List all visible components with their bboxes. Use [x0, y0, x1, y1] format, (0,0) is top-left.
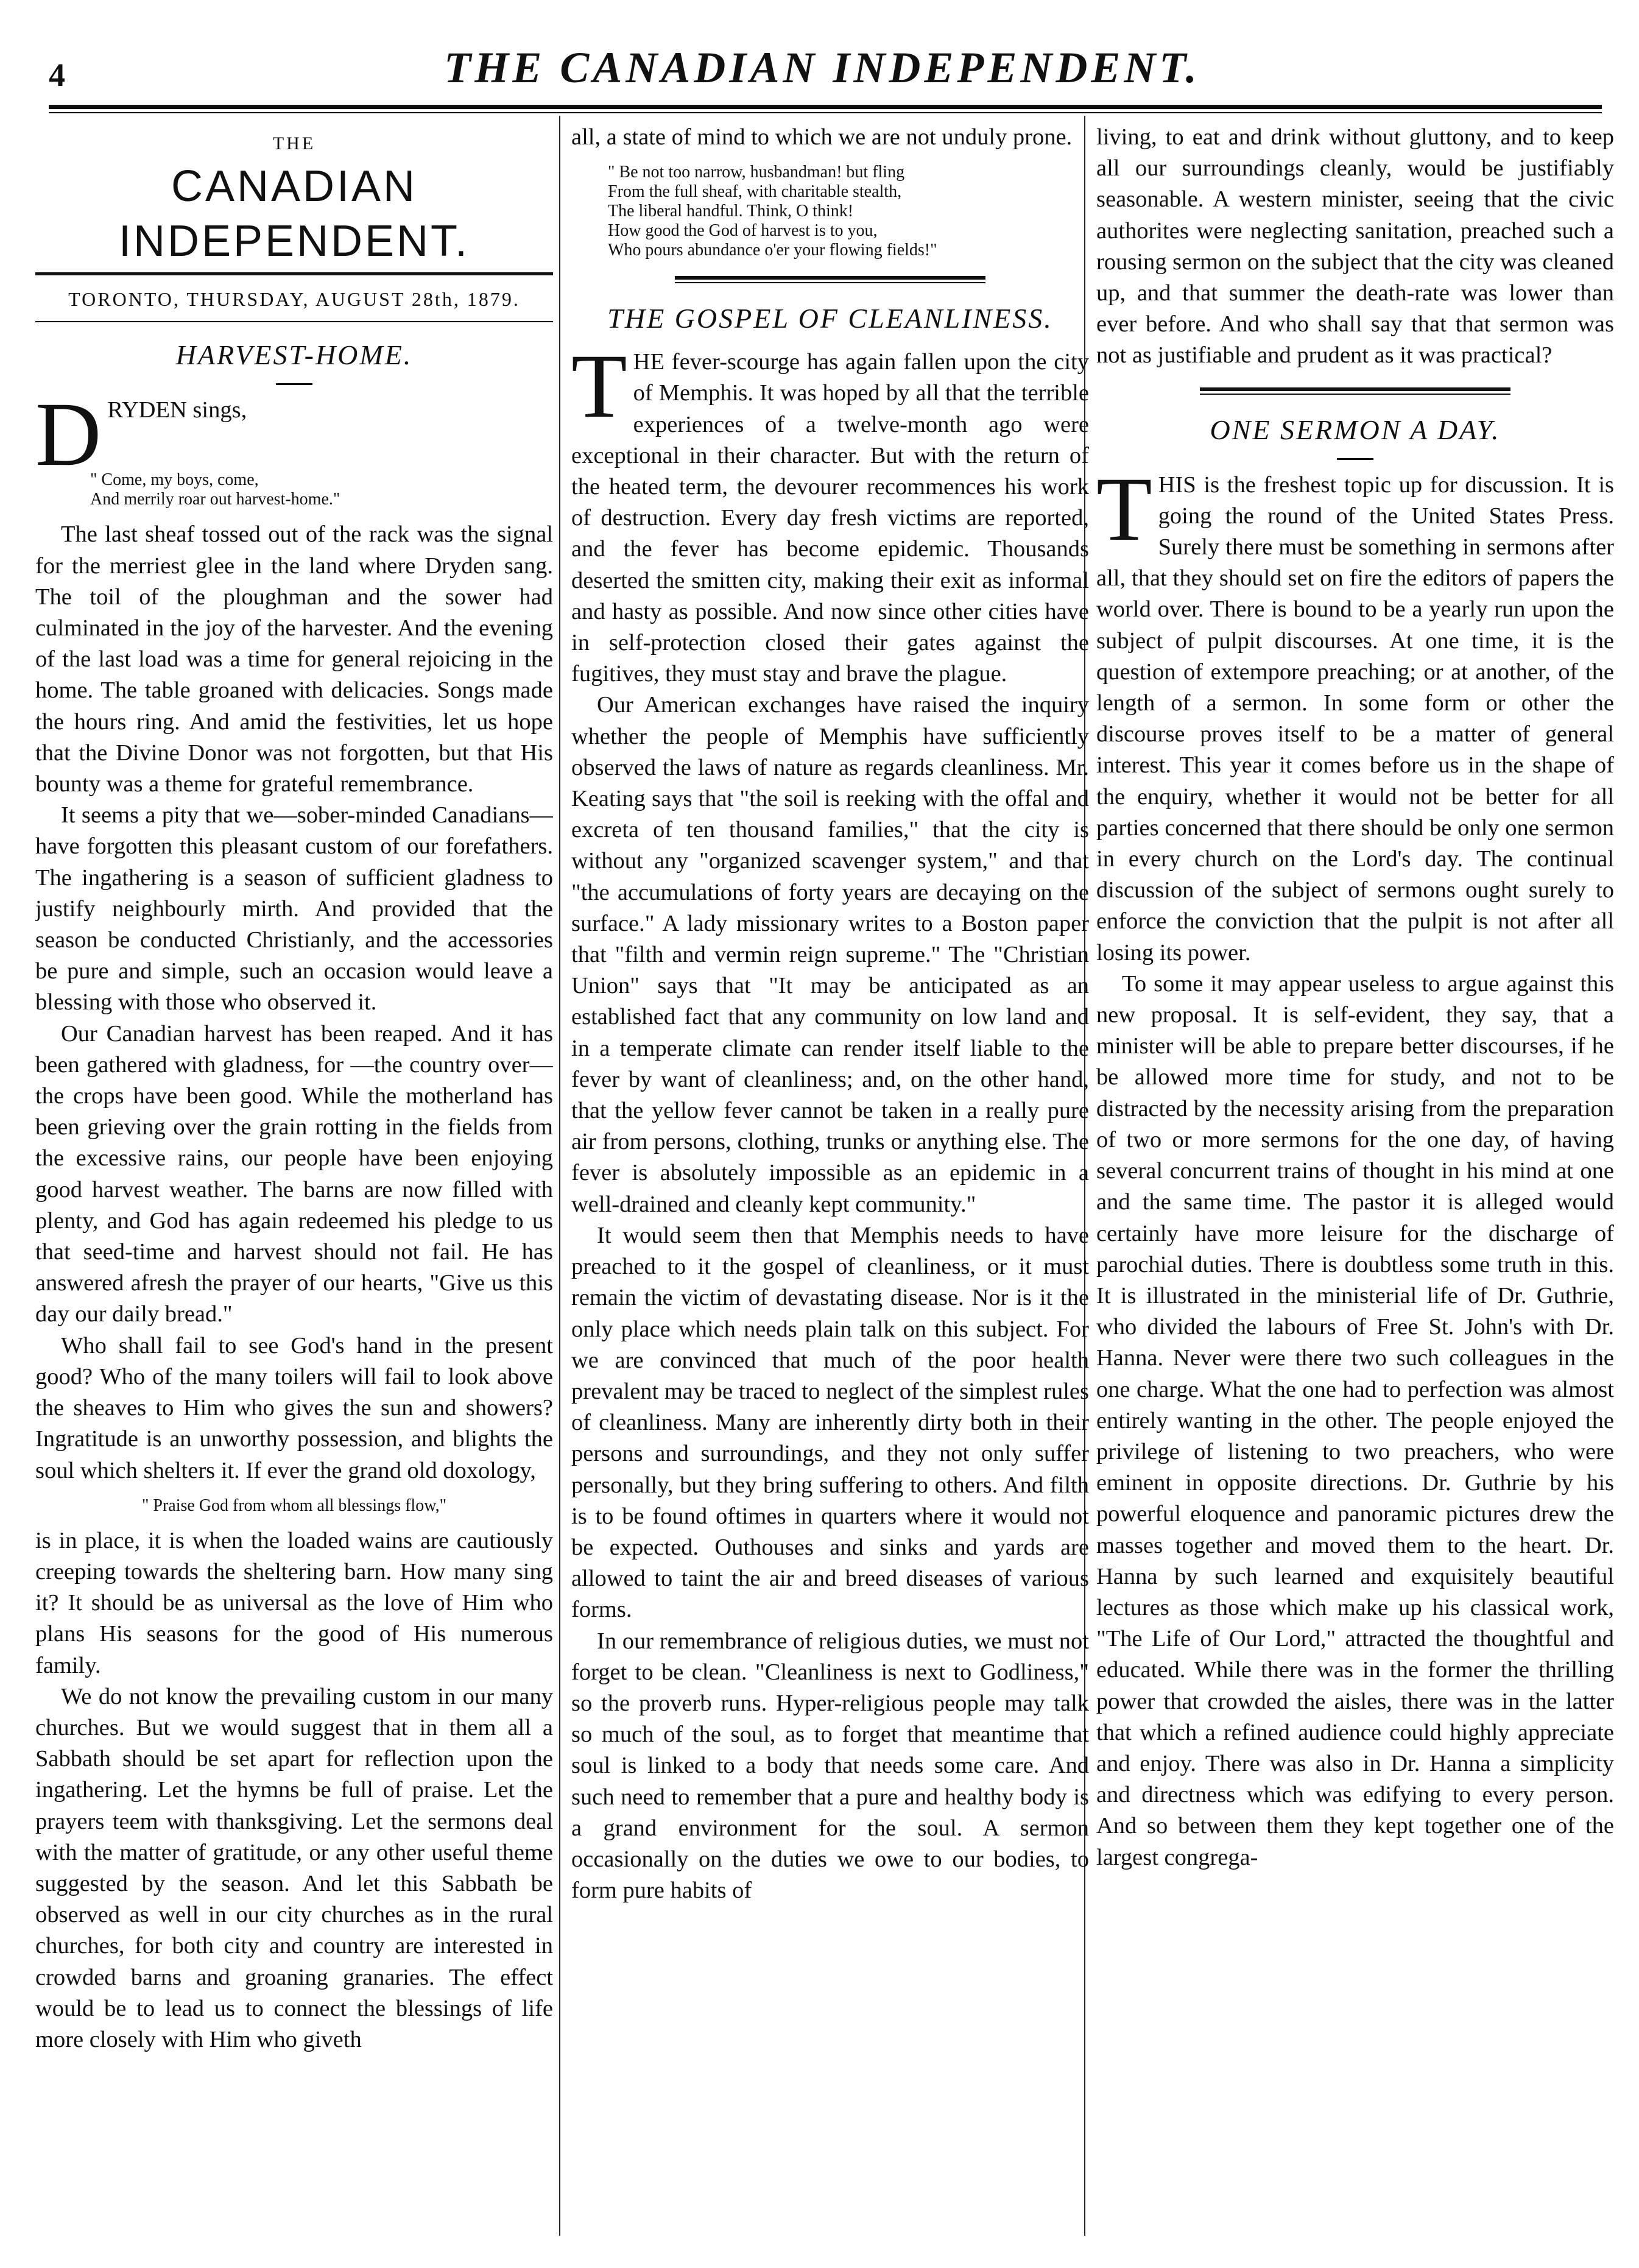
- header-rule: [49, 105, 1602, 109]
- paragraph: It would seem then that Memphis needs to have preached to it the gospel of cleanliness, or it must remain the victim of devastating disease. Nor is it the only place which needs plain talk on this subject. For we are convinced that much of the poor health prevalent may be traced to neglect of the simplest rules of cleanliness. Many are inherently dirty both in their persons and surroundings, and they not only suffer personally, but they bring suffering to others. And filth is to be found oftimes in quarters where it would not be expected. Outhouses and sinks and yards are allowed to taint the air and breed diseases of various forms.: [571, 1222, 1089, 1623]
- paragraph: Who shall fail to see God's hand in the present good? Who of the many toilers will fail to look above the sheaves to Him who gives the sun and showers? Ingratitude is an unworthy possession, and blights the soul which shelters it. If ever the grand old doxology,: [35, 1332, 553, 1483]
- running-head-title: THE CANADIAN INDEPENDENT.: [444, 43, 1200, 92]
- drop-cap: T: [1096, 458, 1152, 560]
- article-separator: [1200, 387, 1510, 395]
- drop-cap: T: [571, 336, 627, 437]
- article-title-one-sermon: ONE SERMON A DAY.: [1210, 414, 1501, 445]
- paragraph: The last sheaf tossed out of the rack was the signal for the merriest glee in the land where Dryden sang. The toil of the ploughman and the sower had culminated in the joy of the harvester. And the evening of the last load was a time for general rejoicing in the home. The table groaned with delicacies. Songs made the hours ring. And amid the festivities, let us hope that the Divine Donor was not forgotten, but that His bounty was a theme for grateful remembrance.: [35, 521, 553, 797]
- paragraph: It seems a pity that we—sober-minded Canadians—have forgotten this pleasant custom of our forefathers. The ingathering is a season of sufficient gladness to justify neighbourly mirth. And provided that the season be conducted Christianly, and the accessories be pure and simple, such an occasion would leave a blessing with those who observed it.: [35, 802, 553, 1016]
- verse-quote: " Praise God from whom all blessings flow,": [141, 1496, 447, 1515]
- article-title-harvest-home: HARVEST-HOME.: [175, 339, 413, 371]
- title-dash: [1337, 458, 1373, 460]
- verse-quote: " Come, my boys, come, And merrily roar out harvest-home.": [90, 470, 340, 509]
- title-dash: [276, 383, 312, 385]
- article-intro: [35, 384, 553, 486]
- column-1: [35, 122, 553, 2236]
- verse-quote: " Be not too narrow, husbandman! but fling From the full sheaf, with charitable stealth, The liberal handful. Think, O think! How good the God of harvest is to you, Who pours abundance o'er your flowing fields!": [608, 163, 937, 260]
- article-title-cleanliness: THE GOSPEL OF CLEANLINESS.: [607, 303, 1053, 334]
- paragraph: We do not know the prevailing custom in our many churches. But we would suggest that in them all a Sabbath should be set apart for reflection upon the ingathering. Let the hymns be full of praise. Let the prayers teem with thanksgiving. Let the sermons deal with the matter of gratitude, or any other useful theme suggested by the season. And let this Sabbath be observed as well in our city churches as in the rural churches, for both city and country are interested in crowded barns and groaning granaries. The effect would be to lead us to connect the blessings of life more closely with Him who giveth: [35, 1683, 553, 2052]
- paragraph: Our American exchanges have raised the inquiry whether the people of Memphis have sufficiently observed the laws of nature as regards cleanliness. Mr. Keating says that "the soil is reeking with the offal and excreta of ten thousand families," that the city is without any "organized scavenger system," and that "the accumulations of forty years are decaying on the surface." A lady missionary writes to a Boston paper that "filth and vermin reign supreme." The "Christian Union" says that "It may be anticipated as an established fact that any community on low land and in a temperate climate can render itself liable to the fever by want of cleanliness; and, on the other hand, that the yellow fever cannot be taken in a really pure air from persons, clothing, trunks or anything else. The fever is absolutely impossible as an epidemic in a well-drained and cleanly kept community.": [571, 692, 1089, 1217]
- running-head: [43, 43, 1602, 104]
- dateline: TORONTO, THURSDAY, AUGUST 28th, 1879.: [35, 272, 553, 322]
- paragraph: [571, 336, 1089, 690]
- paragraph: In our remembrance of religious duties, we must not forget to be clean. "Cleanliness is next to Godliness," so the proverb runs. Hyper-religious people may talk so much of the soul, as to forget that meantime that soul is linked to a body that needs some care. And such need to remember that a pure and healthy body is a grand environment for the soul. A sermon occasionally on the duties we owe to our bodies, to form pure habits of: [571, 1628, 1089, 1904]
- intro-text: RYDEN sings,: [107, 397, 247, 423]
- paragraph: Our Canadian harvest has been reaped. And it has been gathered with gladness, for —the country over—the crops have been good. While the motherland has been grieving over the grain rotting in the fields from the excessive rains, our people have been enjoying good harvest weather. The barns are now filled with plenty, and God has again redeemed his pledge to us that seed-time and harvest should not fail. He has answered afresh the prayer of our hearts, "Give us this day our daily bread.": [35, 1020, 553, 1327]
- column-divider: [559, 116, 560, 2236]
- paragraph: living, to eat and drink without gluttony, and to keep all our surroundings cleanly, would be justifiably seasonable. A western minister, seeing that the civic authorites were neglecting sanitation, preached such a rousing sermon on the subject that the city was cleaned up, and that summer the death-rate was lower than ever before. And who shall say that that sermon was not as justifiable and prudent as it was practical?: [1096, 124, 1614, 369]
- paragraph: all, a state of mind to which we are not unduly prone.: [571, 124, 1073, 150]
- masthead-the: THE: [272, 133, 316, 154]
- article-separator: [675, 276, 985, 283]
- page-number: 4: [49, 57, 65, 93]
- column-3: [1096, 122, 1614, 2236]
- column-2: [571, 122, 1089, 2236]
- drop-cap: D: [35, 384, 102, 486]
- paragraph-text: HIS is the freshest topic up for discussion. It is going the round of the United States Press. Surely there must be something in sermons after all, that they should set on fire the editors of papers the world over. There is bound to be a yearly run upon the subject of pulpit discourses. At one time, it is the question of extempore preaching; or at another, of the length of a sermon. In some form or other the discourse proves itself to be a matter of general interest. This year it comes before us in the shape of the enquiry, whether it would not be better for all parties concerned that there should be only one sermon in every church on the Lord's day. The continual discussion of the subject of sermons ought surely to enforce the conviction that the pulpit is not after all losing its power.: [1096, 472, 1614, 966]
- masthead-title: CANADIAN INDEPENDENT.: [118, 162, 470, 266]
- header-rule-thin: [49, 112, 1602, 113]
- paragraph-text: HE fever-scourge has again fallen upon the city of Memphis. It was hoped by all that the terrible experiences of a twelve-month ago were exceptional in their character. But with the return of the heated term, the devourer recommences his work of destruction. Every day fresh victims are reported, and the fever has become epidemic. Thousands deserted the smitten city, making their exit as informal and hasty as possible. And now since other cities have in self-protection closed their gates against the fugitives, they must stay and brave the plague.: [571, 349, 1089, 687]
- paragraph: [1096, 458, 1614, 969]
- paragraph: To some it may appear useless to argue against this new proposal. It is self-evident, they say, that a minister will be able to prepare better discourses, if he be allowed more time for study, and not to be distracted by the necessity arising from the preparation of two or more sermons for the one day, of having several concurrent trains of thought in his mind at one and the same time. The pastor it is alleged would certainly have more leisure for the discharge of parochial duties. There is doubtless some truth in this. It is illustrated in the ministerial life of Dr. Guthrie, who divided the labours of Free St. John's with Dr. Hanna. Never were there two such colleagues in the one charge. What the one had to perfection was almost entirely wanting in the other. The people enjoyed the privilege of listening to two preachers, who were eminent in opposite directions. Dr. Guthrie by his powerful eloquence and panoramic pictures drew the masses together and moved them to the heart. Dr. Hanna by such learned and exquisitely beautiful lectures as those which make up his classical work, "The Life of Our Lord," attracted the thoughtful and educated. While there was in the former the thrilling power that crowded the aisles, there was in the latter that which a refined audience could highly appreciate and enjoy. There was also in Dr. Hanna a simplicity and directness which was edifying to every person. And so between them they kept together one of the largest congrega-: [1096, 970, 1614, 1870]
- paragraph: is in place, it is when the loaded wains are cautiously creeping towards the sheltering barn. How many sing it? It should be as universal as the love of Him who plans His seasons for the good of His numerous family.: [35, 1527, 553, 1678]
